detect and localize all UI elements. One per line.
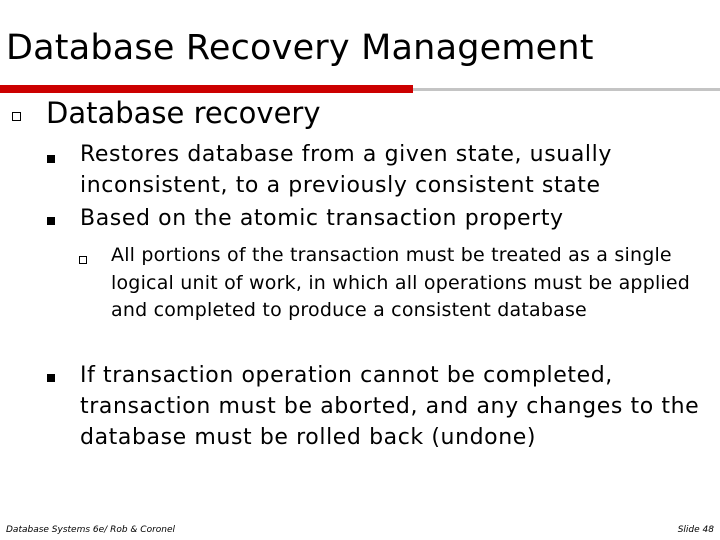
hollow-square-bullet-icon (79, 256, 87, 264)
slide-title: Database Recovery Management (6, 28, 594, 68)
bullet-transaction-aborted: If transaction operation cannot be completed, transaction must be aborted, and any changes to the database must be rolled back (undone) (80, 363, 700, 450)
solid-square-bullet-icon (47, 155, 55, 163)
title-underline-red (0, 85, 413, 93)
bullet-atomic-property: Based on the atomic transaction property (80, 206, 564, 231)
bullet-restores-database: Restores database from a given state, usually inconsistent, to a previously consistent state (80, 142, 612, 198)
solid-square-bullet-icon (47, 217, 55, 225)
sub-bullet-all-portions: All portions of the transaction must be treated as a single logical unit of work, in which all operations must be applied and completed to produce a consistent database (111, 244, 691, 321)
hollow-square-bullet-icon (12, 112, 21, 121)
footer-slide-number: Slide 48 (677, 525, 714, 535)
bullet-level1-database-recovery: Database recovery (46, 96, 321, 130)
footer-source: Database Systems 6e/ Rob & Coronel (6, 525, 176, 535)
solid-square-bullet-icon (47, 374, 55, 382)
